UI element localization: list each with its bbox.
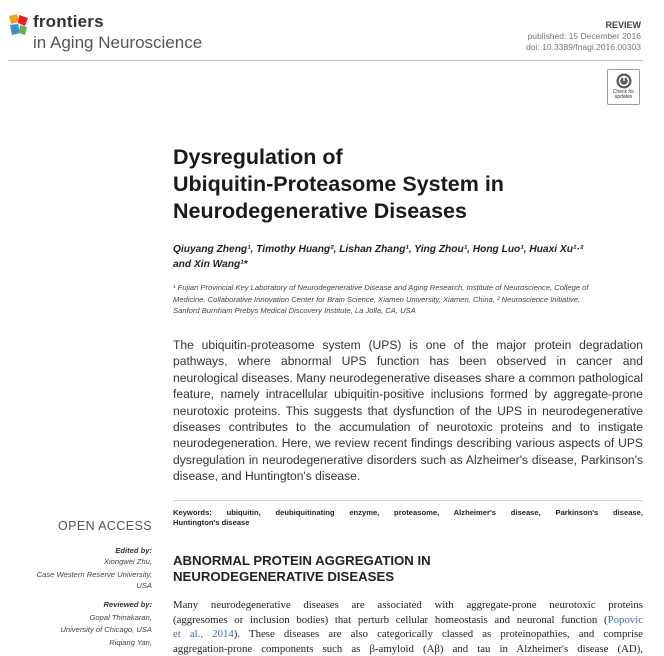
abstract-divider: [173, 500, 643, 501]
body-line: [173, 627, 643, 642]
abstract-line: dysregulation in neurodegenerative disorders such as Alzheimer's disease, Parkinson's: [173, 452, 643, 468]
frontiers-logo-icon: [8, 14, 30, 36]
author-list: [173, 242, 643, 272]
check-for-updates-button[interactable]: [607, 69, 640, 105]
affiliation-line: Medicine, Collaborative Innovation Center for Brain Science, Xiamen University, Xiamen, China, ² Neuroscience Initiative,: [173, 294, 643, 306]
affiliation-line: ¹ Fujian Provincial Key Laboratory of Neurodegenerative Disease and Aging Research, Institute of Neuroscience, College of: [173, 282, 643, 294]
published-date: published: 15 December 2016: [528, 31, 641, 41]
brand-name: frontiers: [33, 13, 104, 30]
abstract-line: neurotoxic proteins. This suggests that dysfunction of the UPS in neurodegenerative: [173, 403, 643, 419]
abstract-line: The ubiquitin-proteasome system (UPS) is one of the major protein degradation: [173, 337, 643, 353]
body-line: Many neurodegenerative diseases are associated with aggregate-prone neurotoxic proteins: [173, 598, 643, 613]
reviewer-name[interactable]: Gopal Thinakaran,: [90, 613, 152, 622]
journal-name: in Aging Neuroscience: [33, 34, 202, 51]
abstract-line: disease, and Huntington's disease.: [173, 468, 643, 484]
section-heading-line: ABNORMAL PROTEIN AGGREGATION IN: [173, 553, 643, 569]
editor-affiliation: Case Western Reserve University,: [37, 570, 152, 579]
keywords: [173, 508, 643, 528]
citation-link[interactable]: Popovic: [608, 614, 643, 626]
edited-by-label: Edited by:: [115, 546, 152, 555]
abstract-line: feature, namely intracellular ubiquitin-positive inclusions formed by aggregate-prone: [173, 386, 643, 402]
check-updates-icon: [616, 73, 632, 89]
editor-affiliation-country: USA: [136, 581, 152, 590]
reviewed-by-label: Reviewed by:: [103, 600, 152, 609]
section-body: [173, 598, 643, 656]
check-updates-label: Check for updates: [608, 90, 639, 100]
citation-link[interactable]: et al., 2014: [173, 628, 234, 640]
section-heading-line: NEURODEGENERATIVE DISEASES: [173, 569, 643, 585]
article-type: REVIEW: [605, 20, 641, 30]
header-divider: [8, 60, 643, 61]
author-line: and Xin Wang¹*: [173, 257, 643, 272]
reviewer-name[interactable]: Riqiang Yan,: [109, 638, 152, 647]
reviewer-affiliation: University of Chicago, USA: [60, 625, 152, 634]
article-title: [173, 144, 613, 225]
affiliation-line: Sanford Burnham Prebys Medical Discovery Institute, La Jolla, CA, USA: [173, 305, 643, 317]
body-text-span: ). These diseases are also categorically classed as proteinopathies, and comprise: [234, 628, 643, 640]
keywords-line: Huntington's disease: [173, 518, 643, 528]
open-access-label: OPEN ACCESS: [58, 519, 152, 533]
abstract-line: pathways, where abnormal UPS function has been observed in cancer and: [173, 353, 643, 369]
doi-link[interactable]: doi: 10.3389/fnagi.2016.00303: [526, 42, 641, 52]
abstract-line: neurodegeneration. Here, we review recent findings describing various aspects of UPS: [173, 435, 643, 451]
abstract: [173, 337, 643, 485]
title-line: Dysregulation of: [173, 144, 613, 171]
abstract-line: diseases contributes to the accumulation of neurotoxic proteins and to instigate: [173, 419, 643, 435]
abstract-line: neurological diseases. Many neurodegenerative diseases share a common pathological: [173, 370, 643, 386]
author-line: Qiuyang Zheng¹, Timothy Huang², Lishan Zhang¹, Ying Zhou¹, Hong Luo¹, Huaxi Xu¹·²: [173, 242, 643, 257]
section-heading: [173, 553, 643, 585]
body-line: aggregation-prone components such as β-amyloid (Aβ) and tau in Alzheimer's disease (AD),: [173, 642, 643, 656]
affiliations: [173, 282, 643, 317]
title-line: Ubiquitin-Proteasome System in: [173, 171, 613, 198]
editor-name[interactable]: Xiongwei Zhu,: [104, 557, 152, 566]
body-line: [173, 613, 643, 628]
body-text-span: (aggresomes or inclusion bodies) that perturb cellular homeostasis and neuronal function (: [173, 614, 608, 626]
title-line: Neurodegenerative Diseases: [173, 198, 613, 225]
keywords-line: Keywords: ubiquitin, deubiquitinating enzyme, proteasome, Alzheimer's disease, Parkinson's disease,: [173, 508, 643, 518]
